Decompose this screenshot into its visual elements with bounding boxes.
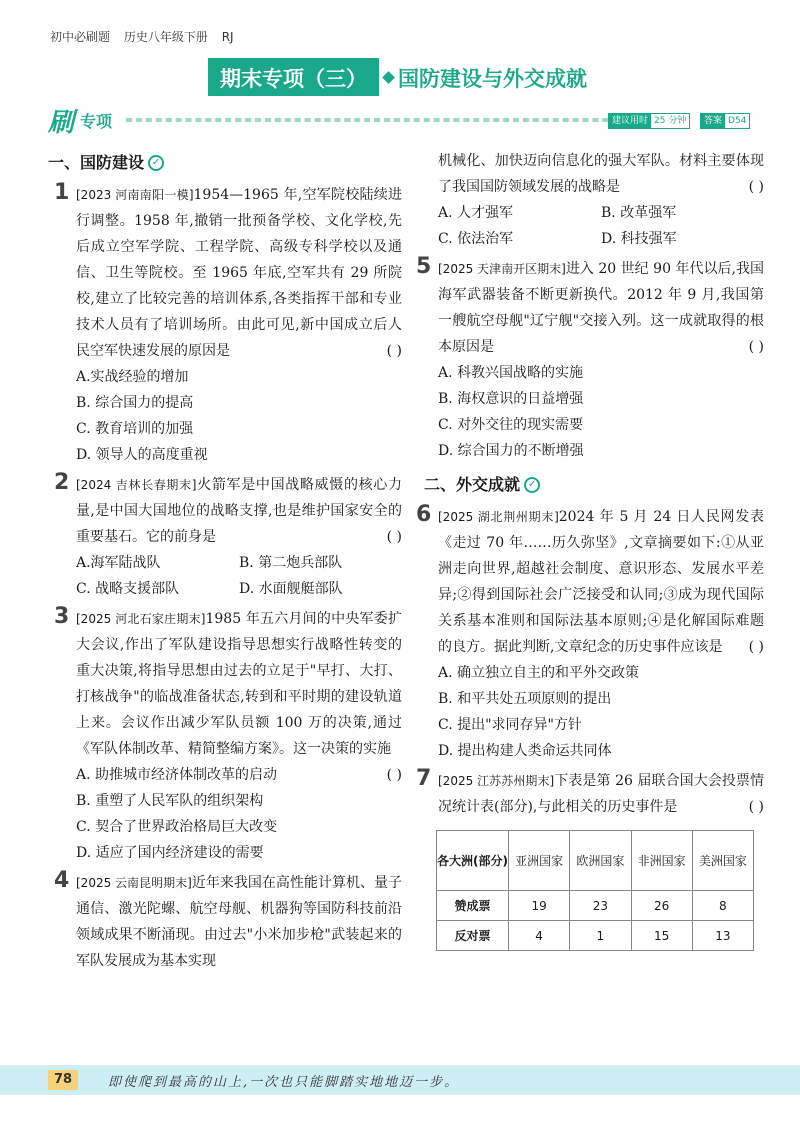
edition: RJ xyxy=(221,30,234,44)
question-2 xyxy=(54,470,403,602)
question-number: 1 xyxy=(54,180,70,205)
question-text: 机械化、加快迈向信息化的强大军队。材料主要体现了我国国防领域发展的战略是 xyxy=(438,153,764,195)
table-cell: 15 xyxy=(631,921,692,951)
option-c[interactable]: C. 战略支援部队 xyxy=(76,581,180,597)
answer-blank[interactable]: ( ) xyxy=(386,767,402,783)
time-badge xyxy=(608,113,690,129)
question-4-continued xyxy=(424,148,764,252)
question-source: [2023 河南南阳一模] xyxy=(76,188,194,202)
option-d[interactable]: D. 科技强军 xyxy=(601,231,677,247)
option-b[interactable]: B. 重塑了人民军队的组织架构 xyxy=(76,793,264,809)
option-d[interactable]: D. 提出构建人类命运共同体 xyxy=(438,743,612,759)
banner-dot xyxy=(382,71,395,84)
question-text: 2024 年 5 月 24 日人民网发表《走过 70 年……历久弥坚》,文章摘要如下:①从亚洲走向世界,超越社会制度、意识形态、发展水平差异;②得到国际社会广泛接受和认同;③成为现代国际关系基本准则和国际法基本原则;④是化解国际难题的良方。据此判断,文章纪念的历史事件应该是 xyxy=(438,509,765,655)
question-number: 4 xyxy=(54,868,70,893)
option-c[interactable]: C. 对外交往的现实需要 xyxy=(438,417,584,433)
question-text: 进入 20 世纪 90 年代以后,我国海军武器装备不断更新换代。2012 年 9 月,我国第一艘航空母舰"辽宁舰"交接入列。这一成就取得的根本原因是 xyxy=(438,261,764,355)
option-d[interactable]: D. 水面舰艇部队 xyxy=(239,581,343,597)
answer-label: 答案 xyxy=(701,114,725,128)
table-cell: 23 xyxy=(570,891,631,921)
question-1 xyxy=(54,180,402,468)
option-a[interactable]: A.海军陆战队 xyxy=(76,555,161,571)
target-icon: ✓ xyxy=(524,477,540,493)
option-a[interactable]: A. 科教兴国战略的实施 xyxy=(438,365,584,381)
question-text: 1985 年五六月间的中央军委扩大会议,作出了军队建设指导思想实行战略性转变的重大决策,将指导思想由过去的立足于"早打、大打、打核战争"的临战准备状态,转到和平时期的建设轨道上来。会议作出减少军队员额 100 万的决策,通过《军队体制改革、精简整编方案》。这一决策的实施 xyxy=(76,611,402,757)
question-source: [2025 河北石家庄期末] xyxy=(76,612,206,626)
question-number: 7 xyxy=(416,766,432,791)
section-title-defense: 一、国防建设 ✓ xyxy=(48,148,402,178)
question-source: [2025 江苏苏州期末] xyxy=(438,774,555,788)
option-c[interactable]: C. 契合了世界政治格局巨大改变 xyxy=(76,819,278,835)
question-source: [2024 吉林长春期末] xyxy=(76,478,197,492)
page-header xyxy=(50,28,244,45)
page-footer xyxy=(0,1065,800,1095)
shua-logo: 刷 xyxy=(48,108,75,138)
time-value: 25 分钟 xyxy=(654,116,687,126)
section-title-diplomacy: 二、外交成就 ✓ xyxy=(424,470,764,500)
footer-motto: 即使爬到最高的山上,一次也只能脚踏实地地迈一步。 xyxy=(108,1075,460,1090)
table-header: 亚洲国家 xyxy=(509,831,570,891)
question-source: [2025 云南昆明期末] xyxy=(76,876,192,890)
answer-badge xyxy=(700,113,750,129)
option-b[interactable]: B. 改革强军 xyxy=(601,205,677,221)
option-d[interactable]: D. 适应了国内经济建设的需要 xyxy=(76,845,264,861)
question-7 xyxy=(416,766,764,820)
option-b[interactable]: B. 海权意识的日益增强 xyxy=(438,391,584,407)
banner-right: 国防建设与外交成就 xyxy=(398,67,587,91)
option-c[interactable]: C. 提出"求同存异"方针 xyxy=(438,717,582,733)
title-banner xyxy=(0,58,800,98)
option-c[interactable]: C. 依法治军 xyxy=(438,231,514,247)
book-title: 初中必刷题 xyxy=(50,30,111,44)
answer-blank[interactable]: ( ) xyxy=(748,799,764,815)
question-text: 1954—1965 年,空军院校陆续进行调整。1958 年,撤销一批预备学校、文化学校,先后成立空军学院、工程学院、高级专科学校以及通信、卫生等院校。至 1965 年底,空军共有 29 所院校,建立了比较完善的培训体系,各类指挥干部和专业技术人员有了培训场所。由此可见,新中国成立后人民空军快速发展的原因是 xyxy=(76,187,402,359)
left-column xyxy=(48,148,403,974)
table-header: 非洲国家 xyxy=(631,831,692,891)
table-cell: 4 xyxy=(509,921,570,951)
option-a[interactable]: A. 确立独立自主的和平外交政策 xyxy=(438,665,640,681)
table-header: 美洲国家 xyxy=(692,831,753,891)
right-column xyxy=(416,148,765,951)
section-bar xyxy=(48,106,760,138)
question-4 xyxy=(54,868,403,974)
answer-blank[interactable]: ( ) xyxy=(748,179,764,195)
answer-value: D54 xyxy=(728,116,747,126)
question-3 xyxy=(54,604,402,866)
zhuanxiang-label: 专项 xyxy=(80,112,113,131)
subject-title: 历史八年级下册 xyxy=(123,30,208,44)
question-text: 近年来我国在高性能计算机、量子通信、激光陀螺、航空母舰、机器狗等国防科技前沿领域成果不断涌现。由过去"小米加步枪"武装起来的军队发展成为基本实现 xyxy=(76,875,403,969)
option-d[interactable]: D. 领导人的高度重视 xyxy=(76,447,208,463)
table-cell: 8 xyxy=(692,891,753,921)
row-label: 反对票 xyxy=(437,921,509,951)
option-b[interactable]: B. 综合国力的提高 xyxy=(76,395,194,411)
question-number: 6 xyxy=(416,502,432,527)
answer-blank[interactable]: ( ) xyxy=(748,639,764,655)
option-b[interactable]: B. 和平共处五项原则的提出 xyxy=(438,691,612,707)
table-cell: 26 xyxy=(631,891,692,921)
vote-table xyxy=(436,830,754,951)
dash-divider xyxy=(126,118,648,122)
time-label: 建议用时 xyxy=(609,114,651,128)
question-source: [2025 天津南开区期末] xyxy=(438,262,566,276)
option-a[interactable]: A. 助推城市经济体制改革的启动 xyxy=(76,767,278,783)
question-number: 5 xyxy=(416,254,432,279)
question-number: 2 xyxy=(54,470,70,495)
table-cell: 19 xyxy=(509,891,570,921)
question-number: 3 xyxy=(54,604,70,629)
target-icon: ✓ xyxy=(148,155,164,171)
banner-left: 期末专项（三） xyxy=(208,58,379,96)
option-c[interactable]: C. 教育培训的加强 xyxy=(76,421,194,437)
question-text: 火箭军是中国战略威慑的核心力量,是中国大国地位的战略支撑,也是维护国家安全的重要基石。它的前身是 xyxy=(76,477,403,545)
answer-blank[interactable]: ( ) xyxy=(748,339,764,355)
option-d[interactable]: D. 综合国力的不断增强 xyxy=(438,443,584,459)
answer-blank[interactable]: ( ) xyxy=(386,529,402,545)
question-6 xyxy=(416,502,765,764)
page-number: 78 xyxy=(48,1070,78,1090)
option-a[interactable]: A. 人才强军 xyxy=(438,205,514,221)
table-corner: 各大洲(部分) xyxy=(437,831,509,891)
question-source: [2025 湖北荆州期末] xyxy=(438,510,559,524)
table-header: 欧洲国家 xyxy=(570,831,631,891)
row-label: 赞成票 xyxy=(437,891,509,921)
table-cell: 1 xyxy=(570,921,631,951)
question-5 xyxy=(416,254,764,464)
option-a[interactable]: A.实战经验的增加 xyxy=(76,369,189,385)
table-cell: 13 xyxy=(692,921,753,951)
question-text: 下表是第 26 届联合国大会投票情况统计表(部分),与此相关的历史事件是 xyxy=(438,773,764,815)
option-b[interactable]: B. 第二炮兵部队 xyxy=(239,555,343,571)
answer-blank[interactable]: ( ) xyxy=(386,343,402,359)
